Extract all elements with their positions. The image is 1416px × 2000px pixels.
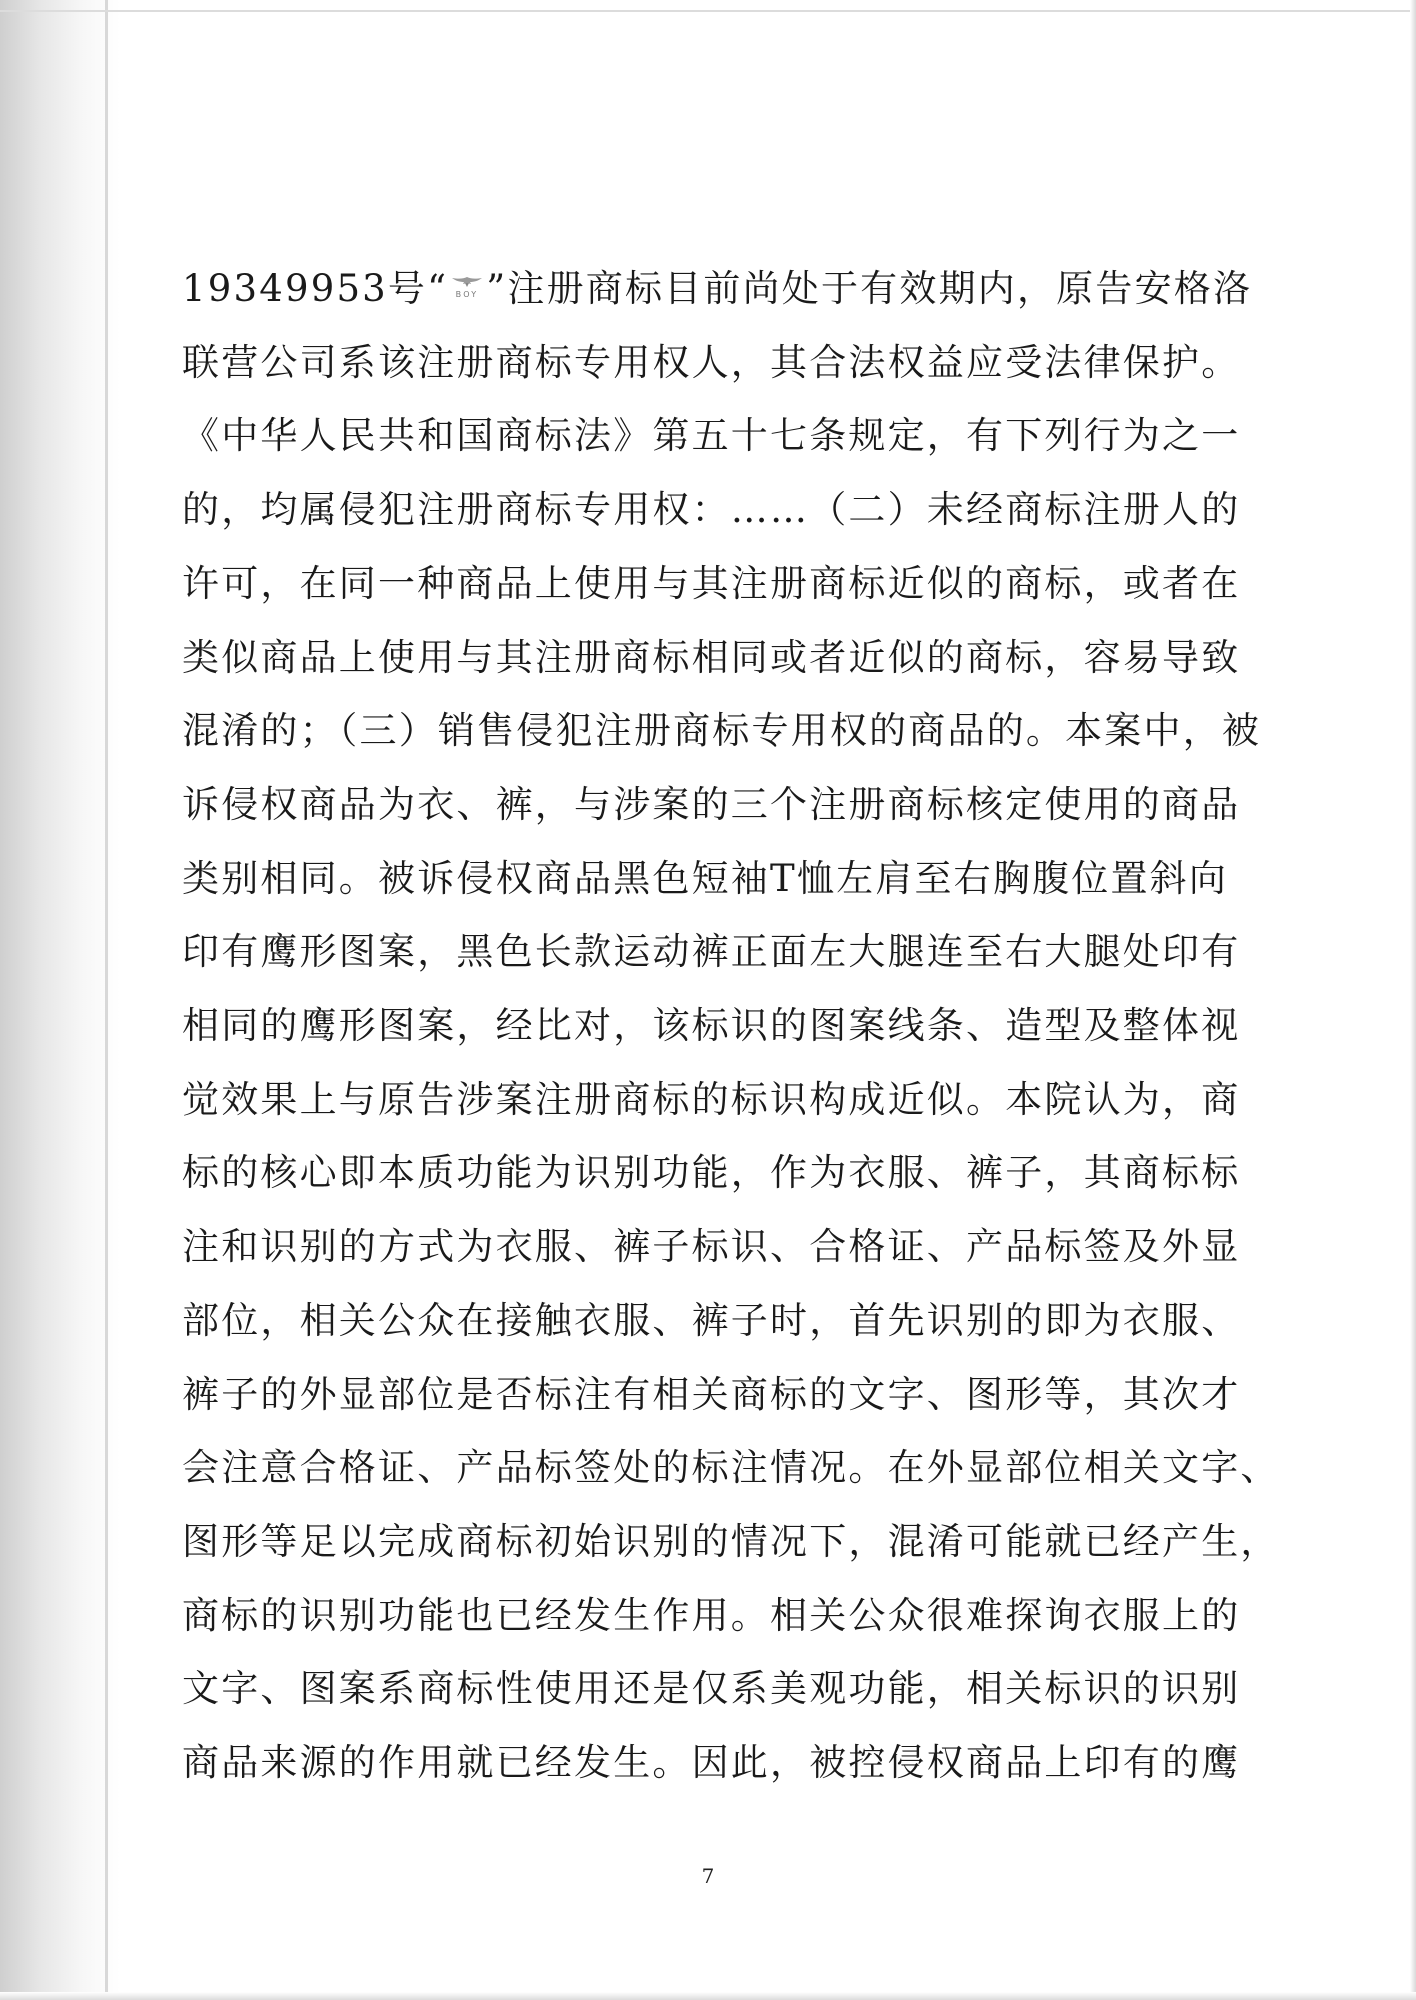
document-body	[182, 252, 1280, 1800]
text-line	[182, 252, 1253, 326]
text-line: 联营公司系该注册商标专用权人，其合法权益应受法律保护。	[182, 340, 1241, 384]
scan-top-line	[0, 10, 1416, 12]
svg-text:BOY: BOY	[455, 290, 479, 299]
scan-page-edge	[105, 0, 108, 2000]
page-number: 7	[701, 1864, 715, 1888]
text-line: 类别相同。被诉侵权商品黑色短袖T恤左肩至右胸腹位置斜向	[182, 856, 1229, 900]
text-line: 部位，相关公众在接触衣服、裤子时，首先识别的即为衣服、	[182, 1298, 1241, 1342]
eagle-logo-icon	[449, 273, 485, 303]
scan-left-shadow	[0, 0, 120, 2000]
text-line: 文字、图案系商标性使用还是仅系美观功能，相关标识的识别	[182, 1667, 1241, 1711]
text-line: 印有鹰形图案，黑色长款运动裤正面左大腿连至右大腿处印有	[182, 930, 1241, 974]
trademark-statement-text: ”注册商标目前尚处于有效期内，原告安格洛	[486, 267, 1253, 310]
text-line: 类似商品上使用与其注册商标相同或者近似的商标，容易导致	[182, 635, 1241, 679]
text-line: 标的核心即本质功能为识别功能，作为衣服、裤子，其商标标	[182, 1151, 1241, 1195]
registration-number-text: 19349953号“	[182, 267, 449, 310]
scan-right-edge	[1410, 0, 1416, 2000]
text-line: 的，均属侵犯注册商标专用权：……（二）未经商标注册人的	[182, 488, 1241, 532]
text-line: 觉效果上与原告涉案注册商标的标识构成近似。本院认为，商	[182, 1077, 1241, 1121]
text-line: 许可，在同一种商品上使用与其注册商标近似的商标，或者在	[182, 561, 1241, 605]
text-line: 裤子的外显部位是否标注有相关商标的文字、图形等，其次才	[182, 1372, 1241, 1416]
text-line: 会注意合格证、产品标签处的标注情况。在外显部位相关文字、	[182, 1446, 1280, 1490]
text-line: 商品来源的作用就已经发生。因此，被控侵权商品上印有的鹰	[182, 1741, 1241, 1785]
text-line: 商标的识别功能也已经发生作用。相关公众很难探询衣服上的	[182, 1593, 1241, 1637]
text-line: 《中华人民共和国商标法》第五十七条规定，有下列行为之一	[182, 414, 1241, 458]
text-line: 图形等足以完成商标初始识别的情况下，混淆可能就已经产生，	[182, 1519, 1280, 1563]
text-line: 相同的鹰形图案，经比对，该标识的图案线条、造型及整体视	[182, 1004, 1241, 1048]
scan-bottom-shade	[0, 1992, 1416, 2000]
text-line: 注和识别的方式为衣服、裤子标识、合格证、产品标签及外显	[182, 1225, 1241, 1269]
text-line: 诉侵权商品为衣、裤，与涉案的三个注册商标核定使用的商品	[182, 782, 1241, 826]
text-line: 混淆的；（三）销售侵犯注册商标专用权的商品的。本案中，被	[182, 709, 1262, 753]
